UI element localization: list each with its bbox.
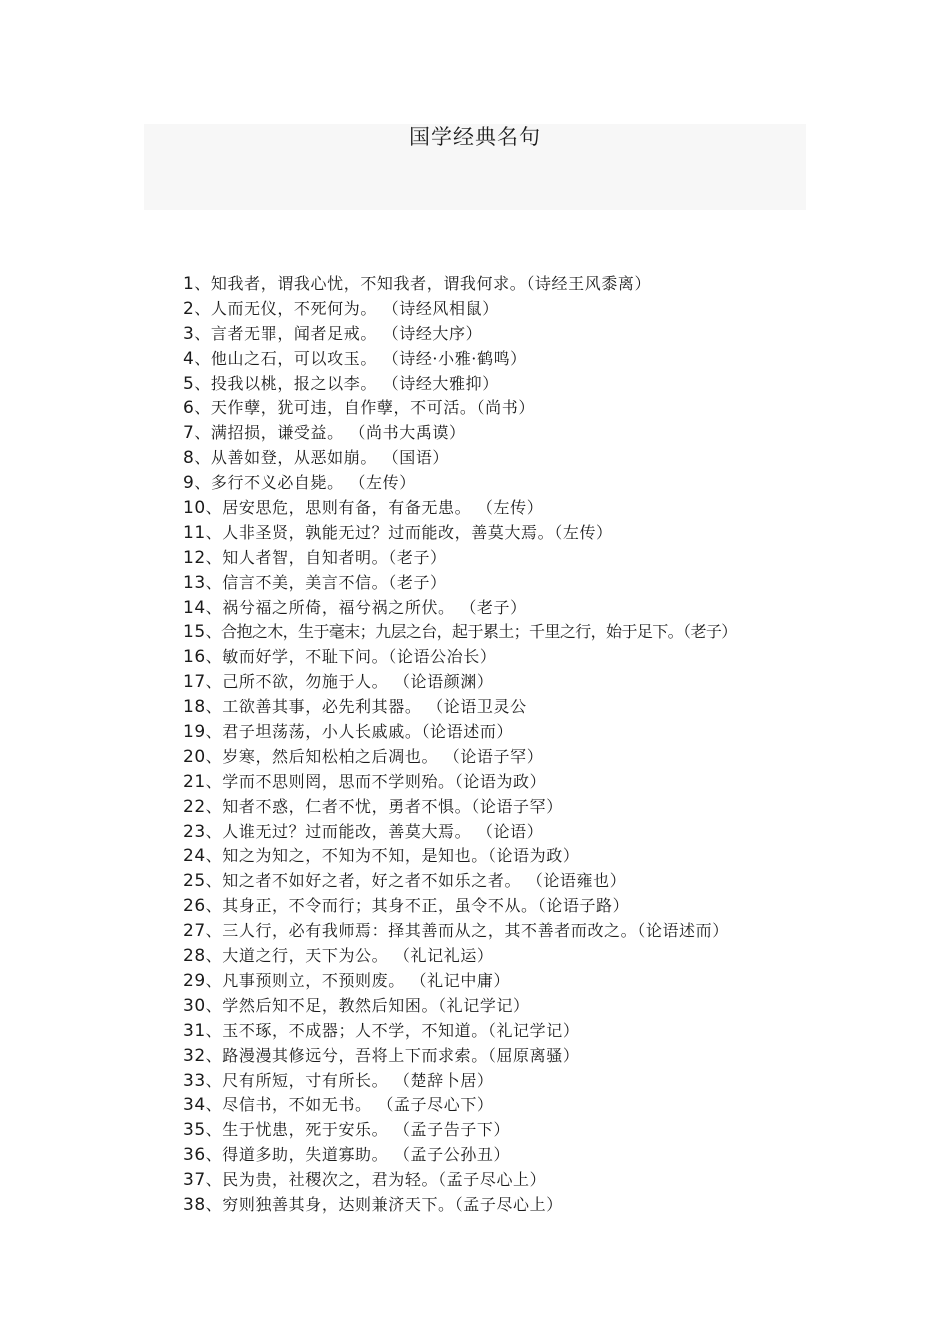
quote-item (183, 969, 823, 994)
quote-item (183, 571, 823, 596)
quote-item (183, 396, 823, 421)
quote-text: 、得道多助，失道寡助。 （孟子公孙丑） (205, 1145, 511, 1165)
quote-number: 10 (183, 498, 206, 519)
quote-item (183, 546, 823, 571)
quote-text: 、他山之石，可以攻玉。 （诗经·小雅·鹤鸣） (194, 348, 527, 368)
quote-text: 、天作孽，犹可违，自作孽，不可活。（尚书） (194, 398, 535, 418)
quote-item (183, 1168, 823, 1193)
quote-item (183, 322, 823, 347)
quote-text: 、尽信书，不如无书。 （孟子尽心下） (205, 1095, 494, 1115)
quote-text: 、满招损，谦受益。 （尚书大禹谟） (194, 423, 466, 443)
quote-text: 、穷则独善其身，达则兼济天下。（孟子尽心上） (205, 1194, 563, 1214)
quote-item (183, 1069, 823, 1094)
quote-number: 11 (183, 522, 206, 543)
quote-number: 1 (183, 274, 195, 294)
quote-text: 、凡事预则立，不预则废。 （礼记中庸） (205, 970, 511, 990)
quote-text: 、知我者，谓我心忧，不知我者，谓我何求。（诗经王风黍离） (194, 274, 652, 293)
quote-number: 3 (183, 323, 195, 344)
quote-item (183, 820, 823, 845)
quote-text: 、敏而好学，不耻下问。（论语公冶长） (205, 647, 497, 667)
quote-item (183, 919, 823, 944)
quote-text: 、工欲善其事，必先利其器。 （论语卫灵公 (205, 697, 527, 717)
quote-item (183, 894, 823, 919)
quote-text: 、知之为知之，不知为不知，是知也。（论语为政） (205, 846, 580, 866)
quote-number: 31 (183, 1020, 206, 1041)
quote-text: 、路漫漫其修远兮，吾将上下而求索。（屈原离骚） (205, 1045, 580, 1065)
quote-item (183, 496, 823, 521)
quote-list (183, 272, 823, 1218)
quote-number: 37 (183, 1170, 206, 1191)
quote-number: 29 (183, 970, 206, 991)
quote-text: 、君子坦荡荡，小人长戚戚。（论语述而） (205, 722, 514, 742)
quote-number: 19 (183, 722, 206, 743)
quote-number: 13 (183, 572, 206, 593)
quote-text: 、从善如登，从恶如崩。 （国语） (194, 448, 450, 468)
quote-item (183, 620, 823, 645)
quote-item (183, 521, 823, 546)
quote-item (183, 844, 823, 869)
quote-number: 6 (183, 398, 195, 419)
quote-number: 25 (183, 871, 206, 892)
quote-number: 14 (183, 597, 206, 618)
quote-item (183, 596, 823, 621)
quote-text: 、合抱之木，生于毫末；九层之台，起于累土；千里之行，始于足下。（老子） (205, 622, 737, 642)
quote-number: 8 (183, 448, 195, 469)
quote-number: 2 (183, 298, 195, 319)
quote-text: 、民为贵，社稷次之，君为轻。（孟子尽心上） (205, 1170, 547, 1190)
quote-text: 、三人行，必有我师焉：择其善而从之，其不善者而改之。（论语述而） (205, 921, 729, 941)
quote-text: 、知者不惑，仁者不忧，勇者不惧。（论语子罕） (205, 796, 563, 816)
quote-item (183, 994, 823, 1019)
quote-item (183, 421, 823, 446)
quote-item (183, 770, 823, 795)
quote-text: 、其身正，不令而行；其身不正，虽令不从。（论语子路） (205, 896, 630, 916)
quote-number: 22 (183, 796, 206, 817)
quote-number: 34 (183, 1095, 206, 1116)
quote-number: 4 (183, 348, 195, 369)
quote-text: 、人谁无过？过而能改，善莫大焉。 （论语） (205, 821, 544, 841)
quote-item (183, 670, 823, 695)
quote-number: 17 (183, 672, 206, 693)
quote-text: 、玉不琢，不成器；人不学，不知道。（礼记学记） (205, 1020, 580, 1040)
quote-text: 、人而无仪，不死何为。 （诗经风相鼠） (194, 298, 499, 318)
quote-text: 、言者无罪，闻者足戒。 （诗经大序） (194, 323, 483, 343)
quote-text: 、知人者智，自知者明。（老子） (205, 547, 447, 567)
quote-number: 9 (183, 473, 195, 494)
quote-number: 18 (183, 697, 206, 718)
page-title: 国学经典名句 (409, 125, 541, 149)
quote-item (183, 1193, 823, 1218)
quote-number: 15 (183, 622, 206, 643)
quote-item (183, 1118, 823, 1143)
quote-text: 、人非圣贤，孰能无过？过而能改，善莫大焉。（左传） (205, 522, 613, 542)
quote-number: 33 (183, 1070, 206, 1091)
quote-item (183, 372, 823, 397)
quote-item (183, 446, 823, 471)
quote-item (183, 1143, 823, 1168)
quote-number: 20 (183, 746, 206, 767)
quote-text: 、知之者不如好之者，好之者不如乐之者。 （论语雍也） (205, 871, 627, 891)
quote-text: 、学然后知不足，教然后知困。（礼记学记） (205, 995, 530, 1015)
quote-item (183, 1093, 823, 1118)
quote-text: 、生于忧患，死于安乐。 （孟子告子下） (205, 1120, 511, 1140)
quote-number: 24 (183, 846, 206, 867)
quote-number: 35 (183, 1120, 206, 1141)
quote-item (183, 745, 823, 770)
quote-text: 、信言不美，美言不信。（老子） (205, 572, 447, 592)
quote-number: 28 (183, 946, 206, 967)
title-banner (144, 124, 806, 210)
quote-number: 30 (183, 995, 206, 1016)
quote-item (183, 645, 823, 670)
quote-number: 7 (183, 423, 195, 444)
quote-text: 、己所不欲，勿施于人。 （论语颜渊） (205, 672, 494, 692)
quote-item (183, 869, 823, 894)
quote-item (183, 720, 823, 745)
quote-number: 38 (183, 1194, 206, 1215)
quote-number: 26 (183, 896, 206, 917)
quote-item (183, 471, 823, 496)
quote-text: 、岁寒，然后知松柏之后凋也。 （论语子罕） (205, 746, 544, 766)
quote-text: 、祸兮福之所倚，福兮祸之所伏。 （老子） (205, 597, 527, 617)
quote-text: 、多行不义必自毙。 （左传） (194, 473, 416, 493)
quote-text: 、居安思危，思则有备，有备无患。 （左传） (205, 498, 544, 518)
quote-item (183, 347, 823, 372)
quote-number: 16 (183, 647, 206, 668)
quote-item (183, 1019, 823, 1044)
quote-item (183, 1044, 823, 1069)
quote-item (183, 272, 823, 297)
quote-number: 23 (183, 821, 206, 842)
quote-number: 32 (183, 1045, 206, 1066)
quote-text: 、学而不思则罔，思而不学则殆。（论语为政） (205, 771, 547, 791)
quote-number: 21 (183, 771, 206, 792)
quote-item (183, 944, 823, 969)
quote-text: 、大道之行，天下为公。 （礼记礼运） (205, 946, 494, 966)
quote-item (183, 695, 823, 720)
quote-text: 、尺有所短，寸有所长。 （楚辞卜居） (205, 1070, 494, 1090)
quote-item (183, 795, 823, 820)
quote-item (183, 297, 823, 322)
quote-text: 、投我以桃，报之以李。 （诗经大雅抑） (194, 373, 499, 393)
quote-number: 12 (183, 547, 206, 568)
quote-number: 27 (183, 921, 206, 942)
quote-number: 5 (183, 373, 195, 394)
quote-number: 36 (183, 1145, 206, 1166)
